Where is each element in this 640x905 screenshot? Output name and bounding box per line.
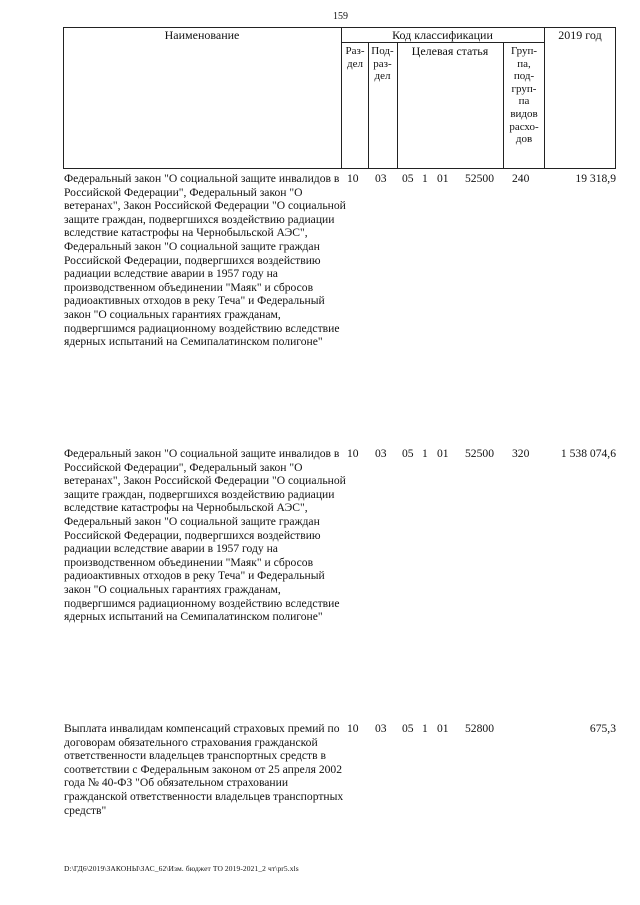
- cell-target-direction: 52800: [465, 722, 494, 735]
- cell-amount: 1 538 074,6: [560, 447, 616, 460]
- header-left-border: [63, 27, 64, 169]
- row-name: Федеральный закон "О социальной защите инвалидов в Российской Федерации", Федеральный закон "О ветеранах", Закон Российской Федерации "О социальной защите граждан, подвергшихся воздействию радиации вследствие катастрофы на Чернобыльской АЭС", Федеральный закон "О социальной защите граждан Российской Федерации, подвергшихся воздействию радиации вследствие аварии в 1957 году на производственном объединении "Маяк" и сбросов радиоактивных отходов в реку Теча" и Федеральный закон "О социальных гарантиях гражданам, подвергшимся радиационному воздействию вследствие ядерных испытаний на Семипалатинском полигоне": [64, 172, 346, 349]
- cell-target-program: 05: [402, 447, 414, 460]
- header-group: Груп- па, под- груп- па видов расхо- дов: [509, 45, 539, 146]
- header-razdel: Раз- дел: [345, 45, 365, 70]
- cell-target-event: 01: [437, 722, 449, 735]
- cell-target-direction: 52500: [465, 447, 494, 460]
- cell-podrazdel: 03: [375, 172, 387, 185]
- header-right-border: [615, 27, 616, 169]
- cell-target-subprogram: 1: [422, 447, 428, 460]
- row-name: Выплата инвалидам компенсаций страховых премий по договорам обязательного страхования гражданской ответственности владельцев транспортных средств в соответствии с Федеральным законом от 25 апреля 2002 года № 40-ФЗ "Об обязательном страховании гражданской ответственности владельцев транспортных средств": [64, 722, 344, 817]
- page-number: 159: [333, 11, 348, 22]
- cell-target-event: 01: [437, 447, 449, 460]
- col-divider-podrazdel: [397, 42, 398, 169]
- cell-target-event: 01: [437, 172, 449, 185]
- classification-rule: [341, 42, 544, 43]
- cell-group: 240: [512, 172, 530, 185]
- header-year: 2019 год: [558, 28, 602, 42]
- cell-razdel: 10: [347, 722, 359, 735]
- cell-podrazdel: 03: [375, 722, 387, 735]
- cell-target-direction: 52500: [465, 172, 494, 185]
- header-classification: Код классификации: [392, 28, 493, 42]
- cell-target-program: 05: [402, 172, 414, 185]
- cell-podrazdel: 03: [375, 447, 387, 460]
- cell-target-subprogram: 1: [422, 172, 428, 185]
- cell-amount: 675,3: [589, 722, 616, 735]
- header-top-rule: [63, 27, 616, 28]
- cell-target-subprogram: 1: [422, 722, 428, 735]
- header-podrazdel: Под- раз- дел: [371, 45, 394, 83]
- cell-target-program: 05: [402, 722, 414, 735]
- cell-group: 320: [512, 447, 530, 460]
- cell-razdel: 10: [347, 172, 359, 185]
- header-bottom-rule: [63, 168, 616, 169]
- row-name: Федеральный закон "О социальной защите инвалидов в Российской Федерации", Федеральный закон "О ветеранах", Закон Российской Федерации "О социальной защите граждан, подвергшихся воздействию радиации вследствие катастрофы на Чернобыльской АЭС", Федеральный закон "О социальной защите граждан Российской Федерации, подвергшихся воздействию радиации вследствие аварии в 1957 году на производственном объединении "Маяк" и сбросов радиоактивных отходов в реку Теча" и Федеральный закон "О социальных гарантиях гражданам, подвергшимся радиационному воздействию вследствие ядерных испытаний на Семипалатинском полигоне": [64, 447, 346, 624]
- header-name: Наименование: [164, 28, 240, 42]
- cell-amount: 19 318,9: [575, 172, 616, 185]
- cell-razdel: 10: [347, 447, 359, 460]
- header-target: Целевая статья: [411, 44, 489, 58]
- file-path-footer: D:\ГД6\2019\ЗАКОНЫ\ЗАС_62\Изм. бюджет ТО 2019-2021_2 чт\pr5.xls: [64, 864, 299, 873]
